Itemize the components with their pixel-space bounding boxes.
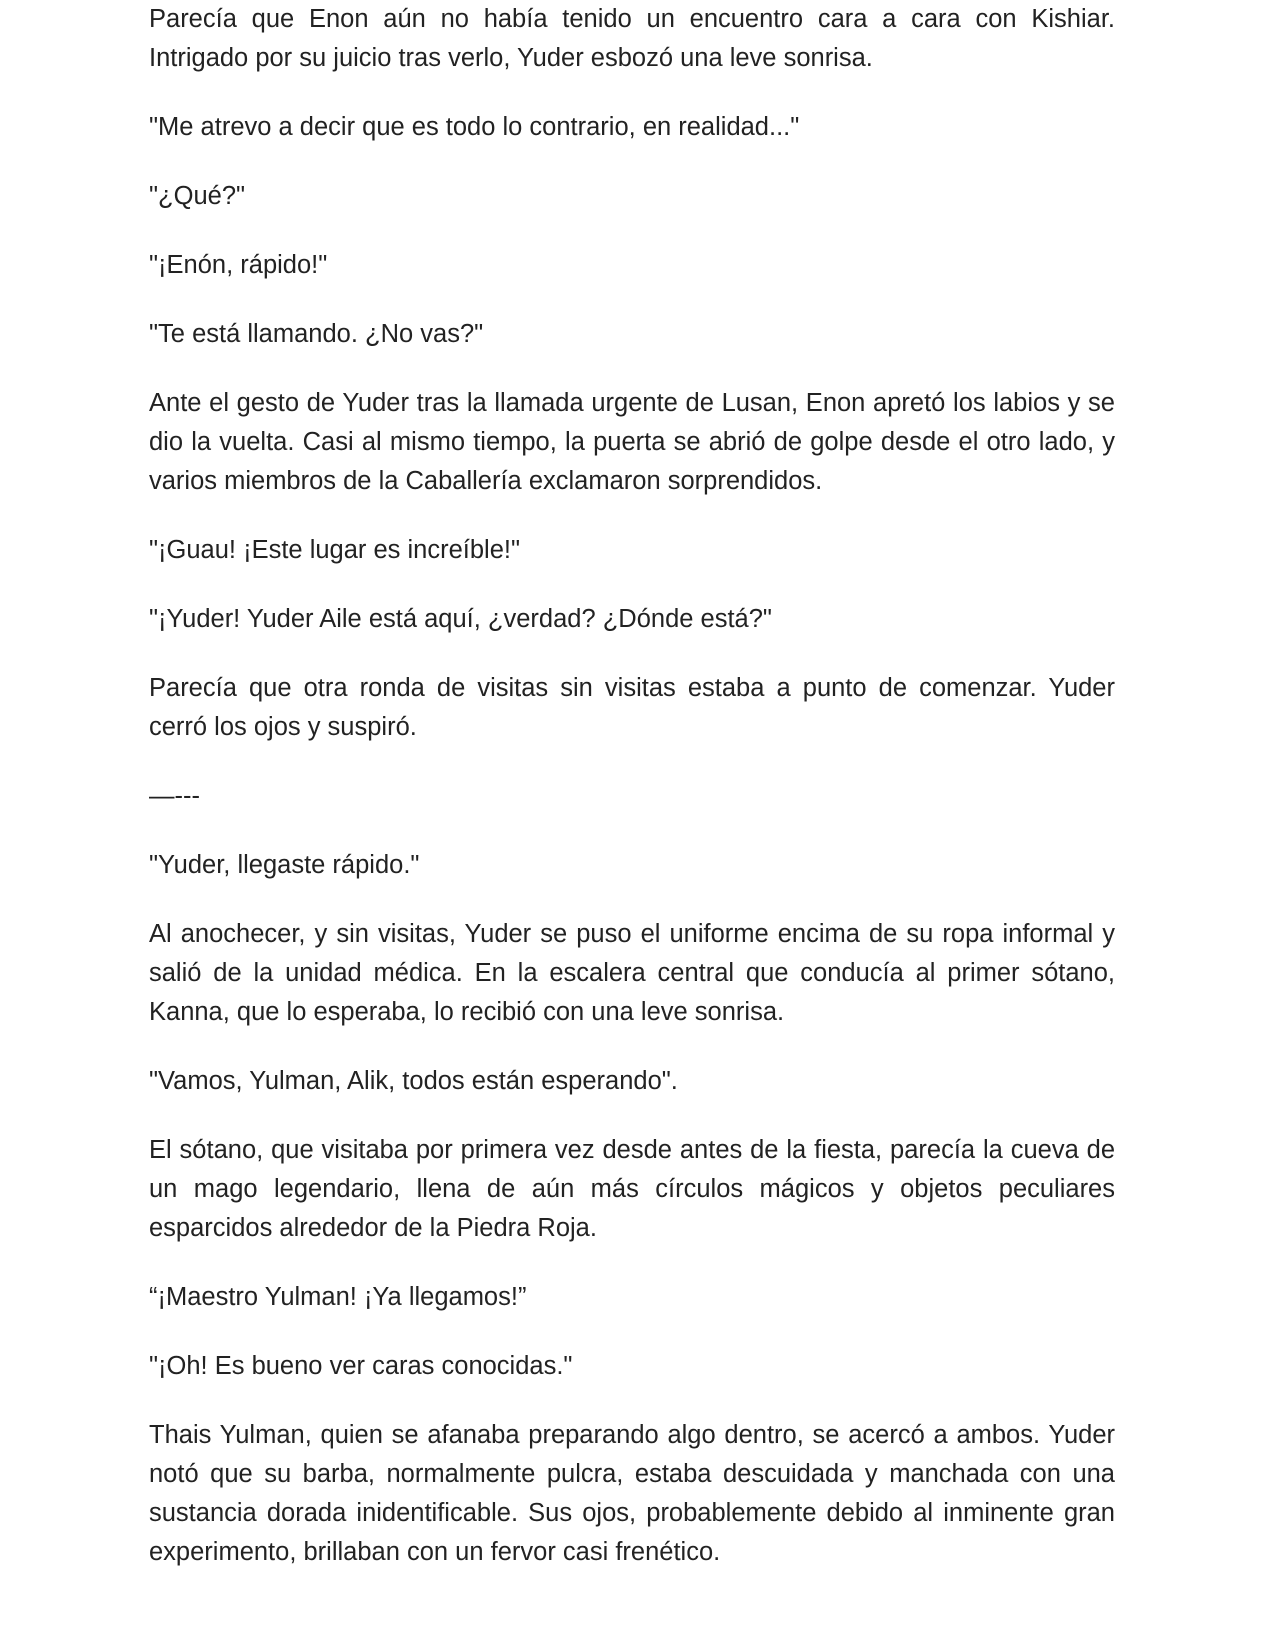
document-body [149,0,1115,1602]
paragraph: El sótano, que visitaba por primera vez desde antes de la fiesta, parecía la cueva de un mago legendario, llena de aún más círculos mágicos y objetos peculiares esparcidos alrededor de la Piedra Roja. [149,1136,1115,1242]
paragraph: Parecía que Enon aún no había tenido un encuentro cara a cara con Kishiar. Intrigado por su juicio tras verlo, Yuder esbozó una leve sonrisa. [149,5,1115,72]
dialogue-line: "Te está llamando. ¿No vas?" [149,320,484,348]
dialogue-line: "Me atrevo a decir que es todo lo contrario, en realidad..." [149,113,800,141]
paragraph: Parecía que otra ronda de visitas sin visitas estaba a punto de comenzar. Yuder cerró los ojos y suspiró. [149,674,1115,741]
dialogue-line: "¡Enón, rápido!" [149,251,328,279]
scene-break: —--- [149,782,200,810]
paragraph: Thais Yulman, quien se afanaba preparando algo dentro, se acercó a ambos. Yuder notó que su barba, normalmente pulcra, estaba descuidada y manchada con una sustancia dorada inidentificable. Sus ojos, probablemente debido al inminente gran experimento, brillaban con un fervor casi frenético. [149,1421,1115,1566]
dialogue-line: "¡Guau! ¡Este lugar es increíble!" [149,536,521,564]
dialogue-line: "¿Qué?" [149,182,246,210]
dialogue-line: "Yuder, llegaste rápido." [149,851,420,879]
dialogue-line: "¡Yuder! Yuder Aile está aquí, ¿verdad? ¿Dónde está?" [149,605,772,633]
paragraph: Al anochecer, y sin visitas, Yuder se puso el uniforme encima de su ropa informal y salió de la unidad médica. En la escalera central que conducía al primer sótano, Kanna, que lo esperaba, lo recibió con una leve sonrisa. [149,920,1115,1026]
dialogue-line: "Vamos, Yulman, Alik, todos están esperando". [149,1067,678,1095]
dialogue-line: “¡Maestro Yulman! ¡Ya llegamos!” [149,1283,527,1311]
paragraph: Ante el gesto de Yuder tras la llamada urgente de Lusan, Enon apretó los labios y se dio la vuelta. Casi al mismo tiempo, la puerta se abrió de golpe desde el otro lado, y varios miembros de la Caballería exclamaron sorprendidos. [149,389,1115,495]
dialogue-line: "¡Oh! Es bueno ver caras conocidas." [149,1352,573,1380]
